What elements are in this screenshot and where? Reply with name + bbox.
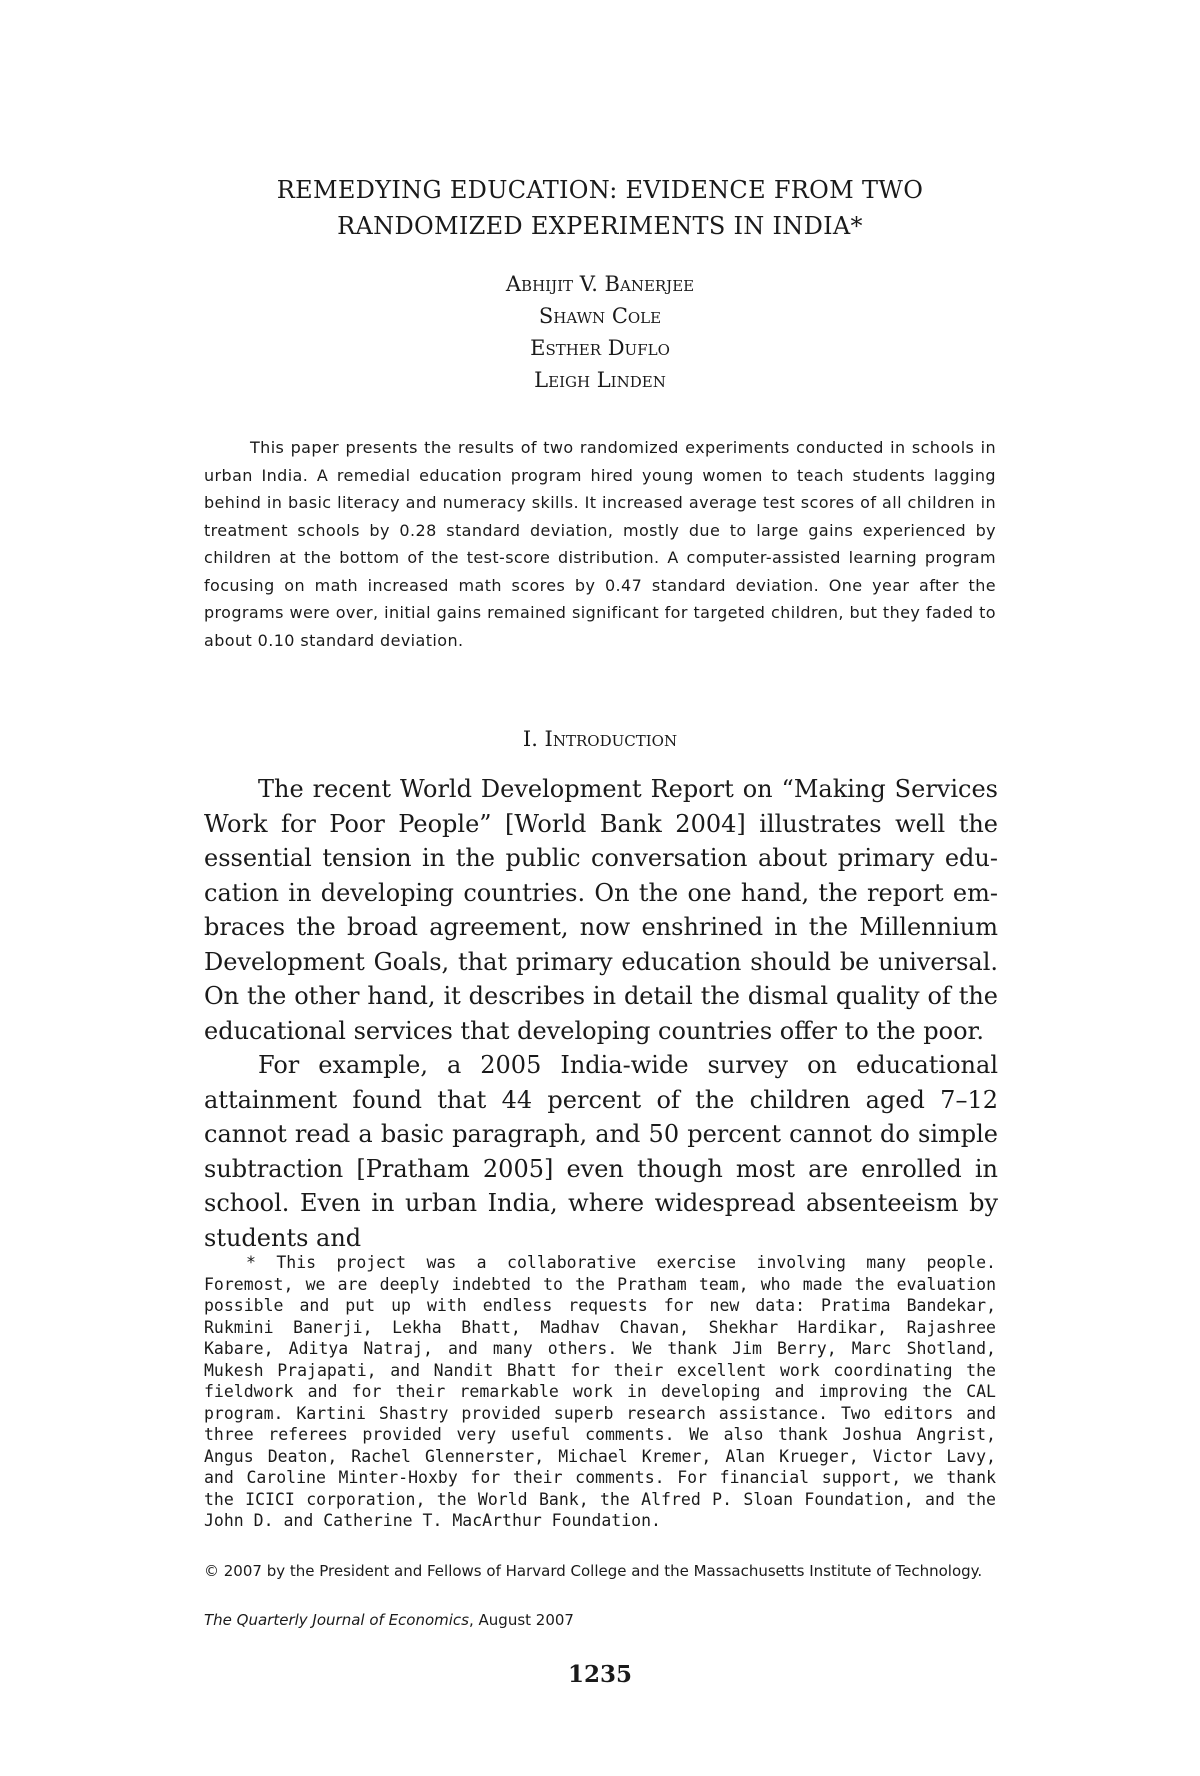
page-number: 1235 — [567, 1661, 632, 1688]
introduction-body — [204, 772, 998, 1255]
copyright-notice: © 2007 by the President and Fellows of Harvard College and the Massachusetts Institute of Technology. — [204, 1562, 983, 1580]
abstract: This paper presents the results of two randomized experiments conducted in schools in urban India. A remedial education program hired young women to teach students lagging behind in basic literacy and numeracy skills. It increased average test scores of all children in treatment schools by 0.28 standard deviation, mostly due to large gains experienced by children at the bottom of the test-score distribution. A computer-assisted learning program focusing on math increased math scores by 0.47 standard deviation. One year after the programs were over, initial gains remained significant for targeted children, but they faded to about 0.10 standard deviation. — [204, 438, 996, 650]
section-heading-introduction: I. Introduction — [522, 727, 678, 751]
body-paragraph: For example, a 2005 India-wide survey on educational attainment found that 44 percent of the children aged 7–12 cannot read a basic paragraph, and 50 percent cannot do simple subtraction [Pratham 2005] even though most are enrolled in school. Even in urban India, where widespread absenteeism by students and — [204, 1051, 998, 1252]
author-list — [200, 268, 1000, 396]
journal-date: , August 2007 — [469, 1611, 574, 1629]
author-name: Shawn Cole — [538, 304, 662, 328]
author-name: Esther Duflo — [530, 336, 670, 360]
journal-citation — [204, 1608, 996, 1632]
author-name: Leigh Linden — [534, 368, 666, 392]
author-name: Abhijit V. Banerjee — [505, 272, 695, 296]
body-paragraph: The recent World Development Report on “Making Services Work for Poor People” [World Bank 2004] illustrates well the essential tension in the public conversation about primary education in developing countries. On the one hand, the report embraces the broad agreement, now enshrined in the Millennium Development Goals, that primary education should be universal. On the other hand, it describes in detail the dismal quality of the educational services that developing countries offer to the poor. — [204, 775, 998, 1045]
journal-name: The Quarterly Journal of Economics — [204, 1611, 469, 1629]
acknowledgment-footnote: * This project was a collaborative exercise involving many people. Foremost, we are deeply indebted to the Pratham team, who made the evaluation possible and put up with endless requests for new data: Pratima Bandekar, Rukmini Banerji, Lekha Bhatt, Madhav Chavan, Shekhar Hardikar, Rajashree Kabare, Aditya Natraj, and many others. We thank Jim Berry, Marc Shotland, Mukesh Prajapati, and Nandit Bhatt for their excellent work coordinating the fieldwork and for their remarkable work in developing and improving the CAL program. Kartini Shastry provided superb research assistance. Two editors and three referees provided very useful comments. We also thank Joshua Angrist, Angus Deaton, Rachel Glennerster, Michael Kremer, Alan Krueger, Victor Lavy, and Caroline Minter-Hoxby for their comments. For financial support, we thank the ICICI corporation, the World Bank, the Alfred P. Sloan Foundation, and the John D. and Catherine T. MacArthur Foundation. — [204, 1253, 996, 1530]
paper-title: REMEDYING EDUCATION: EVIDENCE FROM TWO RANDOMIZED EXPERIMENTS IN INDIA* — [276, 176, 924, 240]
